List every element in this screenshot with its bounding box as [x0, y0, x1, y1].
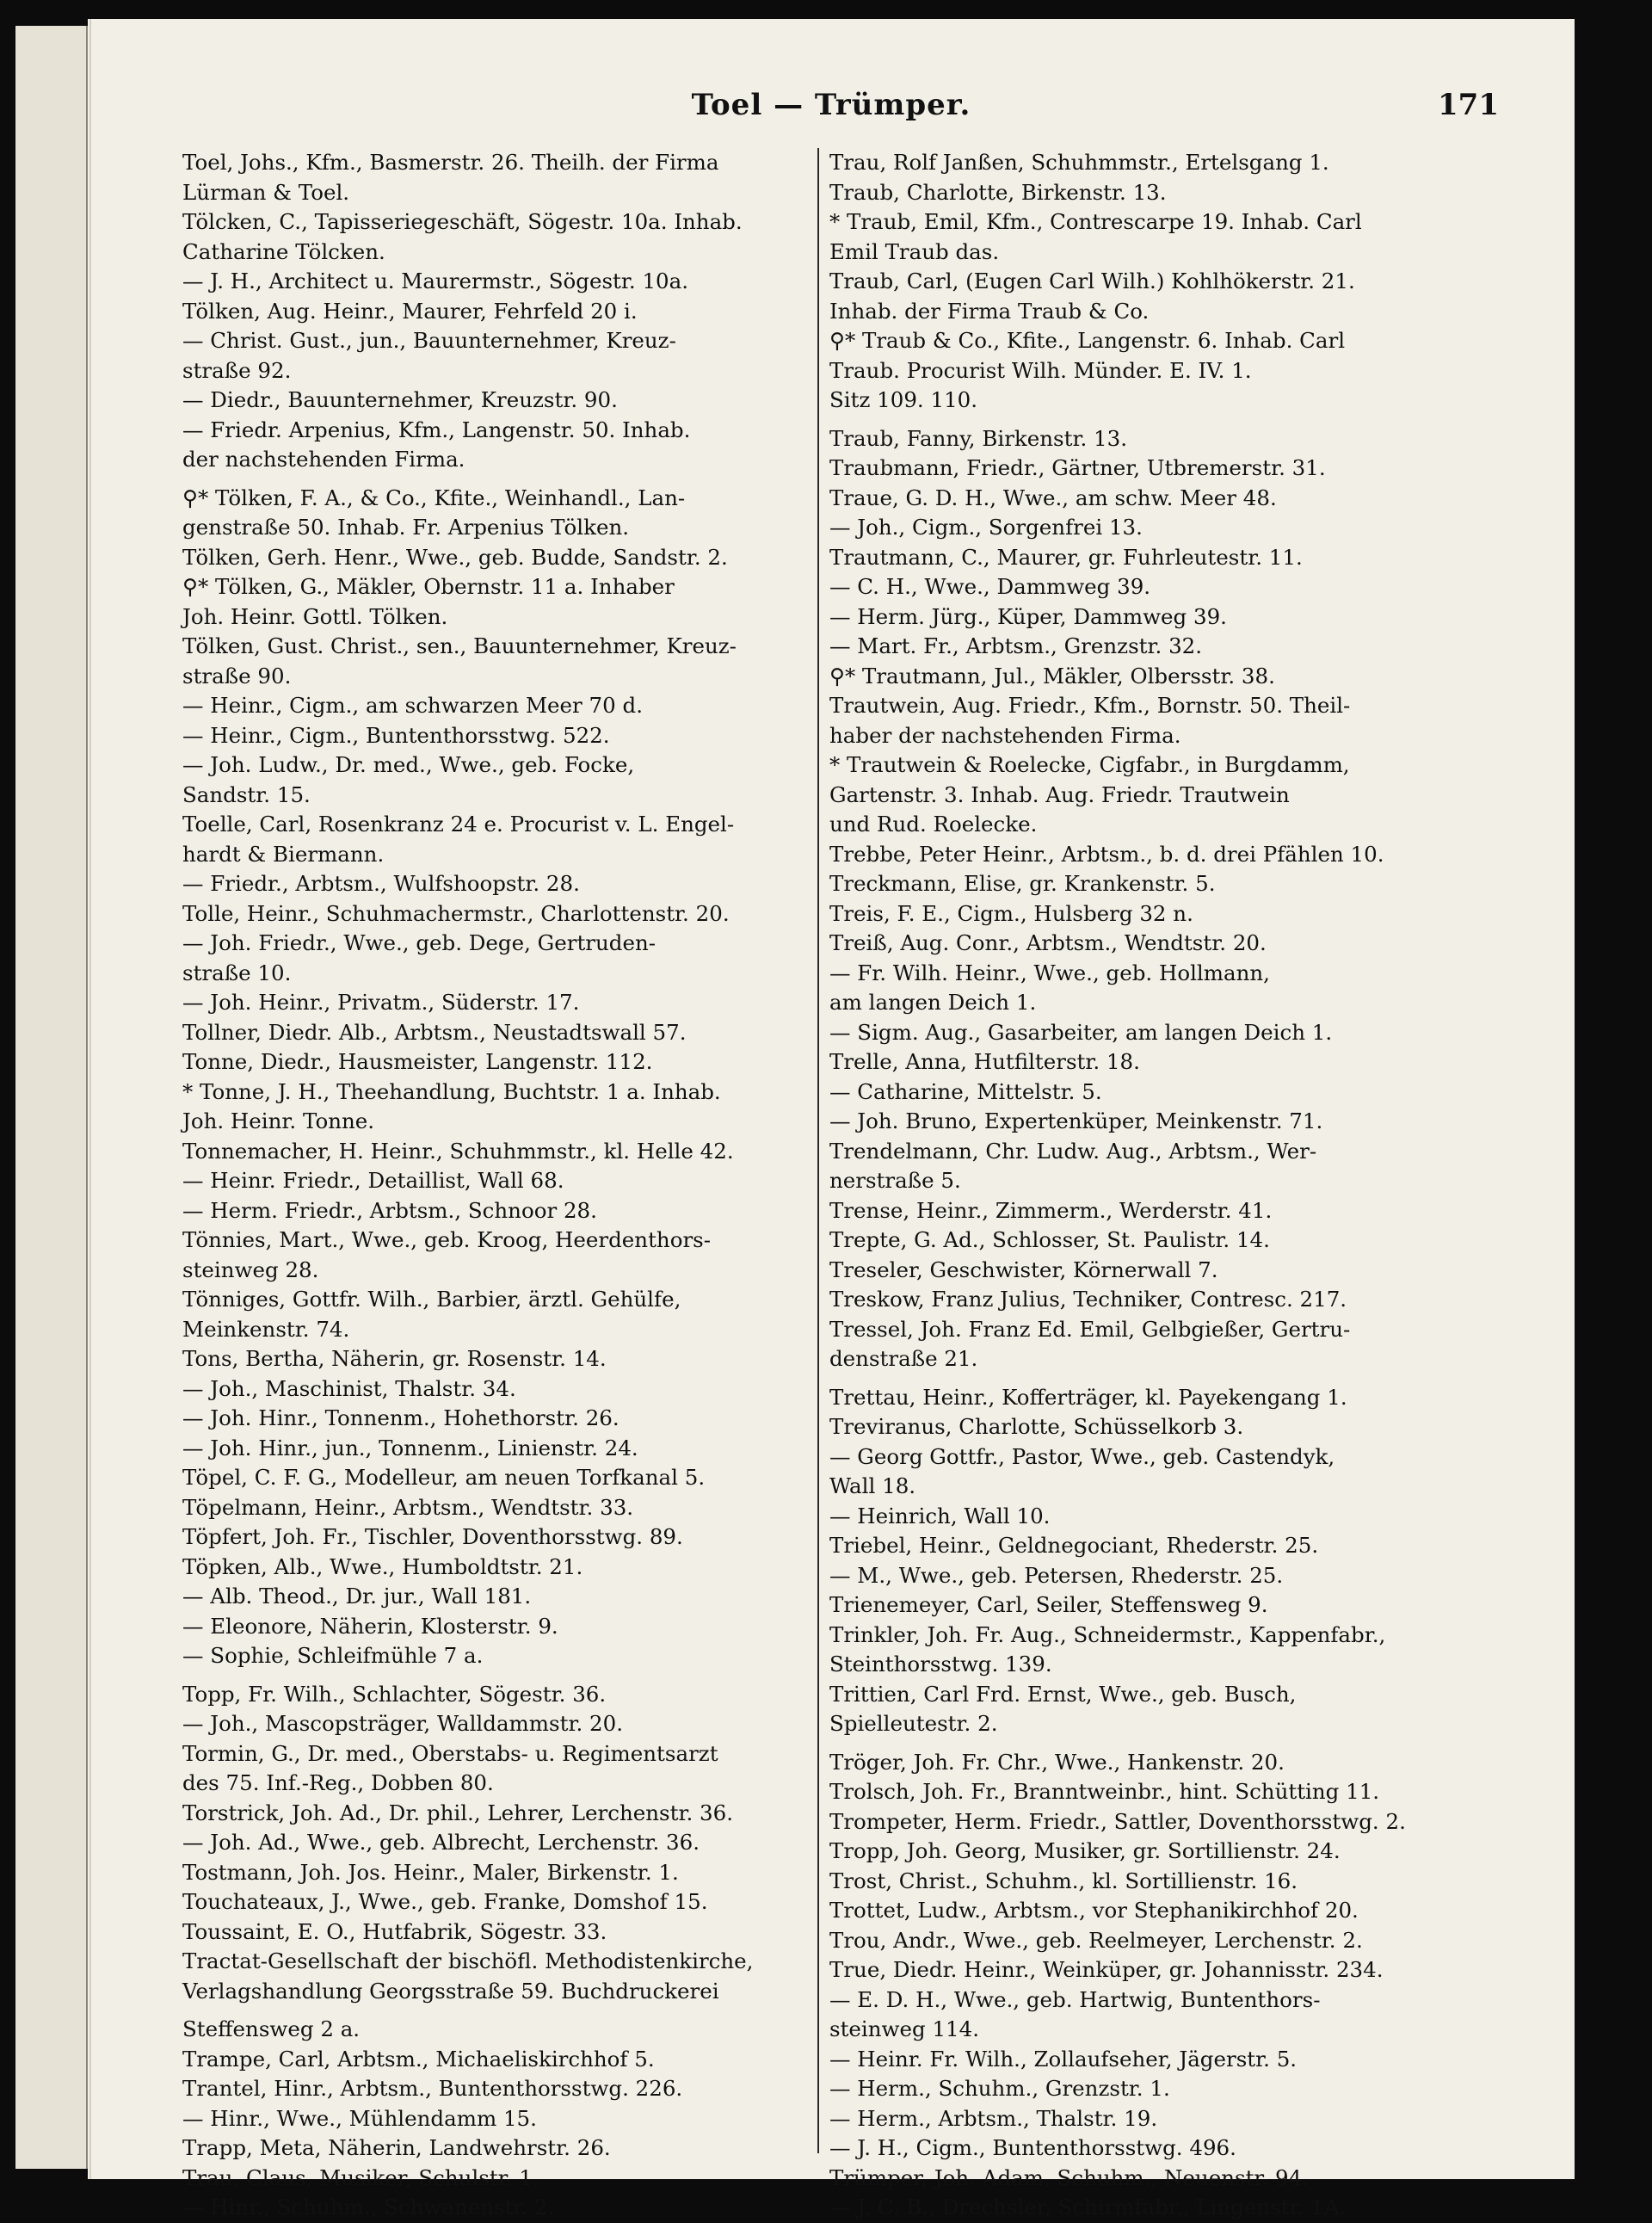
- directory-entry-line: — Herm., Schuhm., Grenzstr. 1.: [829, 2076, 1170, 2101]
- directory-entry-line: — Joh., Maschinist, Thalstr. 34.: [182, 1375, 516, 1401]
- directory-entry-line: — Herm., Arbtsm., Thalstr. 19.: [829, 2105, 1158, 2131]
- directory-entry-line: — Joh. Heinr., Privatm., Süderstr. 17.: [182, 990, 580, 1015]
- directory-entry-line: — Joh. Ludw., Dr. med., Wwe., geb. Focke,: [182, 752, 635, 777]
- directory-entry-line: — Joh. Ad., Wwe., geb. Albrecht, Lerchenstr. 36.: [182, 1830, 700, 1855]
- directory-entry-line: Tönnies, Mart., Wwe., geb. Kroog, Heerdenthors-: [182, 1227, 712, 1252]
- book-binding-edge: [0, 0, 14, 2200]
- directory-entry-line: Tormin, G., Dr. med., Oberstabs- u. Regimentsarzt: [182, 1740, 718, 1766]
- directory-entry-line: Trottet, Ludw., Arbtsm., vor Stephanikirchhof 20.: [829, 1898, 1359, 1923]
- directory-entry-line: * Tonne, J. H., Theehandlung, Buchtstr. 1 a. Inhab.: [182, 1078, 721, 1104]
- directory-entry-line: Joh. Heinr. Gottl. Tölken.: [182, 603, 448, 629]
- directory-entry-line: straße 90.: [182, 663, 292, 689]
- directory-entry-line: — C. H., Wwe., Dammweg 39.: [829, 574, 1151, 599]
- directory-entry-line: Tons, Bertha, Näherin, gr. Rosenstr. 14.: [182, 1346, 607, 1371]
- left-column: [182, 148, 879, 2223]
- directory-entry-line: — M., Wwe., geb. Petersen, Rhederstr. 25.: [829, 1562, 1284, 1588]
- directory-entry-line: — Fr. Wilh. Heinr., Wwe., geb. Hollmann,: [829, 960, 1270, 985]
- directory-entry-line: Treckmann, Elise, gr. Krankenstr. 5.: [829, 871, 1216, 896]
- directory-entry-line: Tölken, Aug. Heinr., Maurer, Fehrfeld 20 i.: [182, 298, 638, 324]
- directory-entry-line: am langen Deich 1.: [829, 990, 1037, 1015]
- directory-entry-line: — Joh. Hinr., Tonnenm., Hohethorstr. 26.: [182, 1405, 620, 1430]
- directory-entry-line: nerstraße 5.: [829, 1168, 961, 1193]
- directory-entry-line: — Catharine, Mittelstr. 5.: [829, 1078, 1102, 1104]
- directory-entry-line: Emil Traub das.: [829, 238, 1000, 264]
- directory-entry-line: Tropp, Joh. Georg, Musiker, gr. Sortillienstr. 24.: [829, 1838, 1341, 1863]
- directory-entry-line: — Herm. Friedr., Arbtsm., Schnoor 28.: [182, 1197, 597, 1223]
- directory-entry-line: Tostmann, Joh. Jos. Heinr., Maler, Birkenstr. 1.: [182, 1859, 679, 1885]
- directory-entry-line: — E. D. H., Wwe., geb. Hartwig, Buntenthors-: [829, 1986, 1321, 2012]
- directory-entry-line: — Mart. Fr., Arbtsm., Grenzstr. 32.: [829, 633, 1203, 658]
- page-crease: [89, 19, 91, 2179]
- directory-entry-line: steinweg 28.: [182, 1257, 319, 1282]
- directory-entry-line: Töpelmann, Heinr., Arbtsm., Wendtstr. 33.: [182, 1494, 634, 1520]
- directory-entry-line: — J. H., Cigm., Buntenthorsstwg. 496.: [829, 2135, 1236, 2160]
- directory-entry-line: — Heinr. Friedr., Detaillist, Wall 68.: [182, 1168, 564, 1193]
- directory-entry-line: Trelle, Anna, Hutfilterstr. 18.: [829, 1049, 1140, 1074]
- directory-entry-line: Traue, G. D. H., Wwe., am schw. Meer 48.: [829, 485, 1277, 510]
- page-number: 171: [1438, 88, 1499, 122]
- column-divider: [817, 148, 819, 2153]
- directory-entry-line: Topp, Fr. Wilh., Schlachter, Sögestr. 36.: [182, 1681, 607, 1707]
- directory-entry-line: Sitz 109. 110.: [829, 387, 978, 412]
- directory-entry-line: Touchateaux, J., Wwe., geb. Franke, Domshof 15.: [182, 1889, 708, 1914]
- directory-entry-line: — Joh. Bruno, Expertenküper, Meinkenstr. 71.: [829, 1108, 1323, 1133]
- directory-entry-line: Trantel, Hinr., Arbtsm., Buntenthorsstwg. 226.: [182, 2076, 683, 2101]
- directory-entry-line: Lürman & Toel.: [182, 179, 350, 205]
- right-column: [829, 148, 1535, 2223]
- directory-entry-line: Tölken, Gerh. Henr., Wwe., geb. Budde, Sandstr. 2.: [182, 544, 728, 570]
- directory-entry-line: — Joh., Cigm., Sorgenfrei 13.: [829, 515, 1143, 540]
- directory-entry-line: und Rud. Roelecke.: [829, 812, 1038, 837]
- directory-entry-line: Töpken, Alb., Wwe., Humboldtstr. 21.: [182, 1553, 583, 1579]
- directory-page: [88, 19, 1575, 2220]
- directory-entry-line: — Georg Gottfr., Pastor, Wwe., geb. Castendyk,: [829, 1443, 1335, 1469]
- directory-entry-line: — Diedr., Bauunternehmer, Kreuzstr. 90.: [182, 387, 618, 412]
- directory-entry-line: Treis, F. E., Cigm., Hulsberg 32 n.: [829, 900, 1193, 926]
- directory-entry-line: — Sophie, Schleifmühle 7 a.: [182, 1643, 484, 1668]
- directory-entry-line: Traub, Fanny, Birkenstr. 13.: [829, 425, 1128, 451]
- directory-entry-line: Trau, Rolf Janßen, Schuhmmstr., Ertelsgang 1.: [829, 150, 1329, 175]
- directory-entry-line: hardt & Biermann.: [182, 841, 385, 867]
- directory-entry-line: Treskow, Franz Julius, Techniker, Contresc. 217.: [829, 1287, 1347, 1312]
- directory-entry-line: Trautwein, Aug. Friedr., Kfm., Bornstr. 50. Theil-: [829, 693, 1351, 718]
- directory-entry-line: Treseler, Geschwister, Körnerwall 7.: [829, 1257, 1218, 1282]
- directory-entry-line: — Heinr., Cigm., Buntenthorsstwg. 522.: [182, 722, 610, 748]
- directory-entry-line: Trendelmann, Chr. Ludw. Aug., Arbtsm., Wer-: [829, 1138, 1317, 1164]
- directory-entry-line: Inhab. der Firma Traub & Co.: [829, 298, 1150, 324]
- directory-entry-line: — Joh., Mascopsträger, Walldammstr. 20.: [182, 1711, 623, 1736]
- directory-entry-line: steinweg 114.: [829, 2016, 980, 2041]
- directory-entry-line: Tonne, Diedr., Hausmeister, Langenstr. 112.: [182, 1049, 653, 1074]
- directory-entry-line: * Traub, Emil, Kfm., Contrescarpe 19. Inhab. Carl: [829, 209, 1362, 234]
- directory-entry-line: Steinthorsstwg. 139.: [829, 1652, 1052, 1677]
- directory-entry-line: Trense, Heinr., Zimmerm., Werderstr. 41.: [829, 1197, 1273, 1223]
- directory-entry-line: Trau, Claus, Musiker, Schulstr. 1.: [182, 2164, 539, 2190]
- directory-entry-line: Traub, Charlotte, Birkenstr. 13.: [829, 179, 1167, 205]
- directory-entry-line: Sandstr. 15.: [182, 781, 311, 807]
- directory-entry-line: straße 10.: [182, 960, 292, 985]
- directory-entry-line: — Joh. Friedr., Wwe., geb. Dege, Gertruden-: [182, 930, 656, 955]
- directory-entry-line: Treiß, Aug. Conr., Arbtsm., Wendtstr. 20.: [829, 930, 1267, 955]
- directory-entry-line: Tolle, Heinr., Schuhmachermstr., Charlottenstr. 20.: [182, 900, 730, 926]
- directory-entry-line: Trebbe, Peter Heinr., Arbtsm., b. d. drei Pfählen 10.: [829, 841, 1384, 867]
- directory-entry-line: Toelle, Carl, Rosenkranz 24 e. Procurist v. L. Engel-: [182, 812, 735, 837]
- directory-entry-line: — Alb. Theod., Dr. jur., Wall 181.: [182, 1584, 532, 1609]
- previous-page-edge: [15, 26, 89, 2169]
- directory-entry-line: — Friedr., Arbtsm., Wulfshoopstr. 28.: [182, 871, 580, 896]
- directory-entry-line: Trampe, Carl, Arbtsm., Michaeliskirchhof 5.: [182, 2046, 655, 2072]
- directory-entry-line: Spielleutestr. 2.: [829, 1711, 998, 1736]
- directory-entry-line: haber der nachstehenden Firma.: [829, 722, 1181, 748]
- directory-entry-line: — Hinr., Wwe., Mühlendamm 15.: [182, 2105, 537, 2131]
- directory-entry-line: Traub. Procurist Wilh. Münder. E. IV. 1.: [829, 357, 1252, 383]
- directory-entry-line: ⚲* Trautmann, Jul., Mäkler, Olbersstr. 38.: [829, 663, 1275, 689]
- directory-entry-line: Triebel, Heinr., Geldnegociant, Rhederstr. 25.: [829, 1533, 1319, 1558]
- directory-entry-line: — J. C. B., Drechsler, Schirmfabr., Lingenstr. 1A.: [829, 2195, 1347, 2220]
- directory-entry-line: Tressel, Joh. Franz Ed. Emil, Gelbgießer, Gertru-: [829, 1316, 1351, 1342]
- directory-entry-line: Tönniges, Gottfr. Wilh., Barbier, ärztl. Gehülfe,: [182, 1287, 681, 1312]
- directory-entry-line: Trautmann, C., Maurer, gr. Fuhrleutestr. 11.: [829, 544, 1303, 570]
- directory-entry-line: ⚲* Tölken, G., Mäkler, Obernstr. 11 a. Inhaber: [182, 574, 675, 599]
- directory-entry-line: Toussaint, E. O., Hutfabrik, Sögestr. 33.: [182, 1918, 607, 1944]
- directory-entry-line: Tonnemacher, H. Heinr., Schuhmmstr., kl. Helle 42.: [182, 1138, 734, 1164]
- directory-entry-line: Trepte, G. Ad., Schlosser, St. Paulistr. 14.: [829, 1227, 1270, 1252]
- directory-entry-line: Trolsch, Joh. Fr., Branntweinbr., hint. Schütting 11.: [829, 1779, 1380, 1804]
- directory-entry-line: Trittien, Carl Frd. Ernst, Wwe., geb. Busch,: [829, 1681, 1297, 1707]
- directory-entry-line: Verlagshandlung Georgsstraße 59. Buchdruckerei: [182, 1978, 719, 2004]
- directory-entry-line: — Heinr. Fr. Wilh., Zollaufseher, Jägerstr. 5.: [829, 2046, 1298, 2072]
- directory-entry-line: Steffensweg 2 a.: [182, 2016, 361, 2041]
- directory-entry-line: — Hinr., Schuhm., Schwanenstr. 2.: [182, 2195, 555, 2220]
- directory-entry-line: — Eleonore, Näherin, Klosterstr. 9.: [182, 1613, 558, 1639]
- directory-entry-line: Trost, Christ., Schuhm., kl. Sortillienstr. 16.: [829, 1868, 1298, 1893]
- directory-entry-line: — Sigm. Aug., Gasarbeiter, am langen Deich 1.: [829, 1019, 1333, 1045]
- directory-entry-line: Trettau, Heinr., Kofferträger, kl. Payekengang 1.: [829, 1384, 1347, 1410]
- directory-entry-line: Tölcken, C., Tapisseriegeschäft, Sögestr. 10a. Inhab.: [182, 209, 743, 234]
- directory-entry-line: Torstrick, Joh. Ad., Dr. phil., Lehrer, Lerchenstr. 36.: [182, 1800, 734, 1825]
- directory-entry-line: Toel, Johs., Kfm., Basmerstr. 26. Theilh. der Firma: [182, 150, 719, 175]
- directory-entry-line: — Herm. Jürg., Küper, Dammweg 39.: [829, 603, 1227, 629]
- directory-entry-line: Trienemeyer, Carl, Seiler, Steffensweg 9.: [829, 1592, 1268, 1617]
- directory-entry-line: der nachstehenden Firma.: [182, 447, 465, 472]
- directory-entry-line: straße 92.: [182, 357, 292, 383]
- directory-entry-line: Trapp, Meta, Näherin, Landwehrstr. 26.: [182, 2135, 611, 2160]
- directory-entry-line: Tröger, Joh. Fr. Chr., Wwe., Hankenstr. 20.: [829, 1749, 1285, 1775]
- page-header: [88, 88, 1575, 139]
- directory-entry-line: des 75. Inf.-Reg., Dobben 80.: [182, 1770, 494, 1795]
- directory-entry-line: Joh. Heinr. Tonne.: [182, 1108, 375, 1133]
- directory-entry-line: — Heinrich, Wall 10.: [829, 1503, 1051, 1528]
- directory-entry-line: Trompeter, Herm. Friedr., Sattler, Doventhorsstwg. 2.: [829, 1808, 1406, 1834]
- running-title: Toel — Trümper.: [691, 88, 971, 122]
- directory-entry-line: denstraße 21.: [829, 1346, 978, 1371]
- directory-entry-line: — Heinr., Cigm., am schwarzen Meer 70 d.: [182, 693, 643, 718]
- directory-entry-line: — J. H., Architect u. Maurermstr., Sögestr. 10a.: [182, 269, 689, 293]
- directory-entry-line: genstraße 50. Inhab. Fr. Arpenius Tölken.: [182, 515, 630, 540]
- directory-entry-line: ⚲* Tölken, F. A., & Co., Kfite., Weinhandl., Lan-: [182, 485, 686, 510]
- directory-entry-line: Gartenstr. 3. Inhab. Aug. Friedr. Trautwein: [829, 781, 1290, 807]
- directory-entry-line: Trinkler, Joh. Fr. Aug., Schneidermstr., Kappenfabr.,: [829, 1621, 1386, 1647]
- directory-entry-line: Catharine Tölcken.: [182, 238, 385, 264]
- directory-entry-line: — Joh. Hinr., jun., Tonnenm., Linienstr. 24.: [182, 1435, 638, 1460]
- directory-entry-line: Traubmann, Friedr., Gärtner, Utbremerstr. 31.: [829, 455, 1326, 480]
- directory-entry-line: Wall 18.: [829, 1473, 916, 1498]
- directory-entry-line: Trümper, Joh. Adam, Schuhm., Neuenstr. 94.: [829, 2164, 1309, 2190]
- directory-entry-line: Treviranus, Charlotte, Schüsselkorb 3.: [829, 1414, 1244, 1439]
- directory-entry-line: Töpfert, Joh. Fr., Tischler, Doventhorsstwg. 89.: [182, 1524, 683, 1549]
- directory-entry-line: ⚲* Traub & Co., Kfite., Langenstr. 6. Inhab. Carl: [829, 328, 1346, 353]
- directory-entry-line: * Trautwein & Roelecke, Cigfabr., in Burgdamm,: [829, 752, 1350, 777]
- directory-entry-line: Traub, Carl, (Eugen Carl Wilh.) Kohlhökerstr. 21.: [829, 269, 1355, 293]
- directory-entry-line: Töpel, C. F. G., Modelleur, am neuen Torfkanal 5.: [182, 1465, 706, 1490]
- directory-entry-line: Tölken, Gust. Christ., sen., Bauunternehmer, Kreuz-: [182, 633, 737, 658]
- directory-entry-line: Trou, Andr., Wwe., geb. Reelmeyer, Lerchenstr. 2.: [829, 1927, 1363, 1953]
- directory-entry-line: Meinkenstr. 74.: [182, 1316, 350, 1342]
- directory-entry-line: — Friedr. Arpenius, Kfm., Langenstr. 50. Inhab.: [182, 417, 691, 442]
- directory-entry-line: Tractat-Gesellschaft der bischöfl. Methodistenkirche,: [182, 1948, 754, 1973]
- directory-entry-line: — Christ. Gust., jun., Bauunternehmer, Kreuz-: [182, 328, 676, 353]
- directory-entry-line: Tollner, Diedr. Alb., Arbtsm., Neustadtswall 57.: [182, 1019, 687, 1045]
- directory-entry-line: True, Diedr. Heinr., Weinküper, gr. Johannisstr. 234.: [829, 1957, 1384, 1982]
